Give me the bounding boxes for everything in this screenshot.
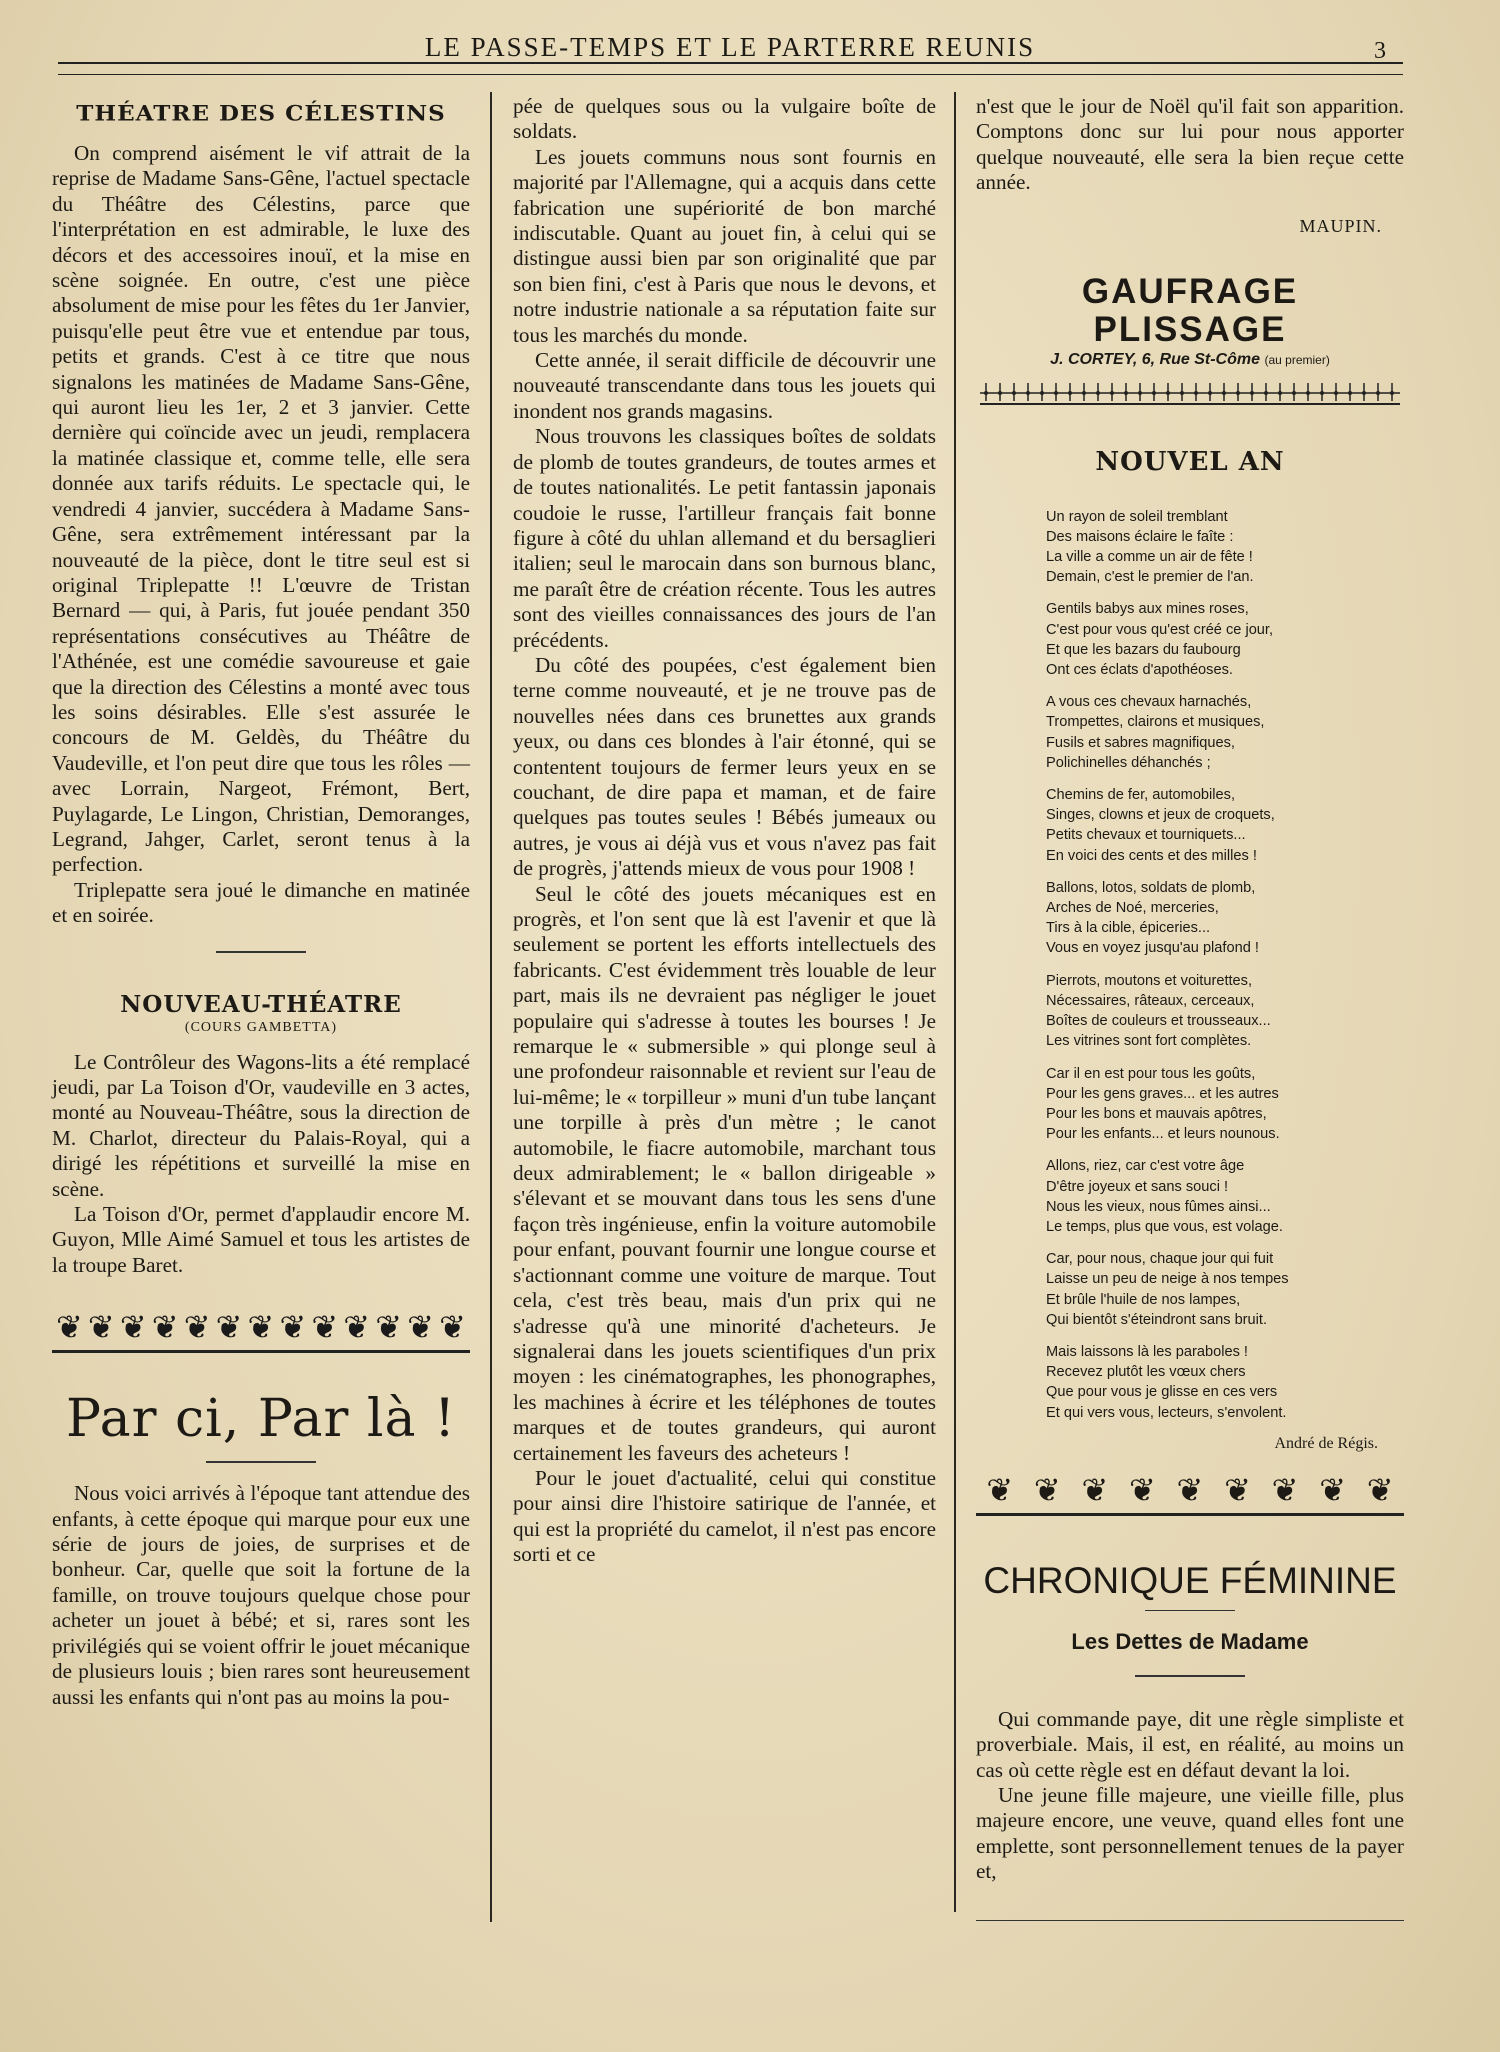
- ornament-icon: ❦: [311, 1308, 339, 1347]
- poem-line: En voici des cents et des milles !: [1046, 847, 1257, 864]
- ornament-icon: ❦: [215, 1308, 243, 1347]
- poem-line: D'être joyeux et sans souci !: [1046, 1178, 1229, 1195]
- ornament-icon: ❦: [56, 1308, 83, 1347]
- poem-stanza: [1046, 878, 1404, 959]
- ornament-icon: ❦: [1033, 1470, 1061, 1509]
- newspaper-title: LE PASSE-TEMPS ET LE PARTERRE REUNIS: [424, 32, 1036, 62]
- poem-line: Petits chevaux et tourniquets...: [1046, 827, 1246, 844]
- advertisement-address-floor: (au premier): [1264, 352, 1330, 367]
- poem-stanza: [1046, 785, 1404, 866]
- poem-line: Et brûle l'huile de nos lampes,: [1046, 1291, 1241, 1308]
- poem-line: Recevez plutôt les vœux chers: [1046, 1364, 1246, 1381]
- nouveau-theatre-heading: NOUVEAU-THÉATRE: [120, 990, 402, 1018]
- poem-stanza: [1046, 599, 1404, 680]
- section-separator: [1135, 1675, 1245, 1677]
- chronique-subheading: Les Dettes de Madame: [1071, 1628, 1309, 1654]
- toys-article-paragraph: Du côté des poupées, c'est également bien terne comme nouveauté, et je ne trouve pas de nouvelles nées dans ces brunettes aux grands yeux, ou dans ces blondes à l'air étonné, qui se contentent toujours de fermer leurs yeux en se couchant, de dire papa et maman, et de faire quelques pas toutes seules ! Bébés jumeaux ou autres, je vous ai déjà vus et vous n'avez pas fait de progrès, j'attends mieux de vous pour 1908 !: [513, 652, 936, 881]
- poem-signature: André de Régis.: [1274, 1434, 1378, 1452]
- poem-stanza: [1046, 1249, 1404, 1330]
- masthead: [60, 26, 1400, 66]
- poem-line: Gentils babys aux mines roses,: [1046, 601, 1249, 618]
- decorative-tick-icon: [980, 379, 1400, 403]
- poem-line: Et que les bazars du faubourg: [1046, 641, 1241, 658]
- ornament-icon: ❦: [87, 1308, 115, 1347]
- column-divider-2: [954, 92, 956, 1912]
- toys-article-paragraph: Seul le côté des jouets mécaniques est en progrès, et l'on sent que là est l'avenir et que là seulement se portent les efforts intellectuels des fabricants. C'est évidemment très louable de leur part, mais ils ne devraient pas négliger le jouet populaire qui s'adresse à toutes les bourses ! Je remarque le « submersible » qui plonge seul à une profondeur raisonnable et revient sur l'eau de lui-même; le « torpilleur » muni d'un tube lançant une torpille à près d'un mètre ; le canot automobile, le fiacre automobile, marchant tous deux admirablement; le « ballon dirigeable » s'élevant et se mouvant dans tous les sens d'une façon très ingénieuse, enfin la voiture automobile pour enfant, pouvant fournir une longue course et s'actionnant comme une voiture de marque. Tout cela, c'est très beau, mais d'un prix qui ne s'adresse qu'à une minorité d'acheteurs. Je signalerai dans les jouets scientifiques d'un prix moyen : les cinématographes, les phonographes, les machines à écrire et les téléphones de toutes marques et de toutes grandeurs, qui auront certainement les faveurs des acheteurs !: [513, 881, 936, 1465]
- ornament-band: [52, 1308, 470, 1353]
- ornament-icon: ❦: [1081, 1470, 1109, 1509]
- toys-article-paragraph: Cette année, il serait difficile de découvrir une nouveauté transcendante dans tous les jouets qui inondent nos grands magasins.: [513, 348, 936, 423]
- poem-line: Laisse un peu de neige à nos tempes: [1046, 1271, 1289, 1288]
- poem-line: Pour les bons et mauvais apôtres,: [1046, 1105, 1267, 1122]
- column-bottom-rule: [976, 1920, 1404, 1921]
- poem-line: Des maisons éclaire le faîte :: [1046, 528, 1234, 545]
- ornament-icon: ❦: [1366, 1470, 1394, 1509]
- ornament-icon: ❦: [1224, 1470, 1251, 1509]
- ornament-icon: ❦: [375, 1308, 403, 1347]
- ornament-icon: ❦: [1271, 1470, 1299, 1509]
- par-ci-par-la-heading: Par ci, Par là !: [66, 1389, 456, 1450]
- toys-article-paragraph: Les jouets communs nous sont fournis en majorité par l'Allemagne, qui a acquis dans cette fabrication une supériorité de bon marché indiscutable. Quant au jouet fin, à celui qui se distingue aussi bien par son originalité que par son bien fini, c'est à Paris que nous le devons, et notre industrie nationale a sa réputation faite sur tous les marchés du monde.: [513, 144, 936, 347]
- column-3: [976, 94, 1404, 1885]
- section-separator: [206, 1461, 316, 1463]
- ornament-icon: ❦: [1176, 1470, 1204, 1509]
- poem-line: Chemins de fer, automobiles,: [1046, 787, 1236, 804]
- ornament-icon: ❦: [119, 1308, 147, 1347]
- chronique-feminine-heading: CHRONIQUE FÉMININE: [983, 1559, 1397, 1601]
- poem-title: NOUVEL AN: [1095, 446, 1285, 477]
- poem-line: Nécessaires, râteaux, cerceaux,: [1046, 992, 1255, 1009]
- poem-stanza: [1046, 971, 1404, 1052]
- column-1: [52, 94, 470, 1710]
- poem-line: Trompettes, clairons et musiques,: [1046, 714, 1265, 731]
- poem-line: Ballons, lotos, soldats de plomb,: [1046, 879, 1256, 896]
- poem-line: Et qui vers vous, lecteurs, s'envolent.: [1046, 1404, 1287, 1421]
- column-2: [513, 94, 936, 1568]
- nouveau-theatre-article: Le Contrôleur des Wagons-lits a été remplacé jeudi, par La Toison d'Or, vaudeville en 3 actes, monté au Nouveau-Théâtre, sous la direction de M. Charlot, directeur du Palais-Royal, qui a dirigé les répétitions et surveillé la mise en scène.: [52, 1049, 470, 1201]
- section-separator: [1145, 1610, 1235, 1611]
- poem-line: Ont ces éclats d'apothéoses.: [1046, 662, 1233, 679]
- poem-line: Demain, c'est le premier de l'an.: [1046, 569, 1254, 586]
- celestins-article: On comprend aisément le vif attrait de la reprise de Madame Sans-Gêne, l'actuel spectacle du Théâtre des Célestins, parce que l'interprétation en est admirable, le luxe des décors et des accessoires inouï, et la mise en scène soignée. En outre, c'est une pièce absolument de mise pour les fêtes du 1er Janvier, puisqu'elle peut être vue et entendue par tous, petits et grands. C'est à ce titre que nous signalons les matinées de Madame Sans-Gêne, qui auront lieu les 1er, 2 et 3 janvier. Cette dernière qui coïncide avec un jeudi, remplacera la matinée classique et, comme telle, elle sera donnée aux tarifs réduits. Le spectacle qui, le vendredi 4 janvier, succédera à Madame Sans-Gêne, sera extrêmement intéressant par la nouveauté de la pièce, dont le titre seul est si original Triplepatte !! L'œuvre de Tristan Bernard — qui, à Paris, fut jouée pendant 350 représentations consécutives au Théâtre de l'Athénée, est une comédie savoureuse et gaie que la direction des Célestins a monté avec tous les soins désirables. Elle s'est assurée le concours de M. Geldès, du Théâtre du Vaudeville, et l'on peut dire que tous les rôles — avec Lorrain, Nargeot, Frémont, Bert, Puylagarde, Le Lingon, Christian, Demoranges, Legrand, Jahger, Carlet, seront tenus à la perfection.: [52, 141, 470, 877]
- ornament-icon: ❦: [407, 1308, 434, 1347]
- column-divider-1: [490, 92, 492, 1922]
- ornament-icon: ❦: [247, 1308, 275, 1347]
- poem-line: Qui bientôt s'éteindront sans bruit.: [1046, 1311, 1268, 1328]
- poem-line: Pour les enfants... et leurs nounous.: [1046, 1126, 1280, 1143]
- poem-line: Que pour vous je glisse en ces vers: [1046, 1384, 1278, 1401]
- section-separator: [216, 951, 306, 953]
- toys-article-conclusion: n'est que le jour de Noël qu'il fait son apparition. Comptons donc sur lui pour nous apporter quelque nouveauté, elle sera la bien reçue cette année.: [976, 94, 1404, 195]
- celestins-article-end: Triplepatte sera joué le dimanche en matinée et en soirée.: [52, 877, 470, 928]
- ornament-icon: ❦: [151, 1308, 179, 1347]
- poem-line: Pierrots, moutons et voiturettes,: [1046, 972, 1253, 989]
- ornament-icon: ❦: [279, 1308, 307, 1347]
- chronique-paragraph: Qui commande paye, dit une règle simpliste et proverbiale. Mais, il est, en réalité, au moins un cas où cette règle est en défaut devant la loi.: [976, 1706, 1404, 1782]
- poem-line: Polichinelles déhanchés ;: [1046, 754, 1211, 771]
- author-signature: MAUPIN.: [1299, 215, 1382, 236]
- poem-line: Boîtes de couleurs et trousseaux...: [1046, 1013, 1271, 1030]
- ornament-band: [976, 1470, 1404, 1516]
- par-ci-par-la-article: Nous voici arrivés à l'époque tant attendue des enfants, à cette époque qui marque pour eux une série de jours de joies, de surprises et de bonheur. Car, quelle que soit la fortune de la famille, on trouve toujours quelque chose pour acheter un jouet à bébé; et si, rares sont les privilégiés qui se voient offrir le jouet mécanique de plusieurs louis ; bien rares sont heureusement aussi les enfants qui n'ont pas au moins la pou-: [52, 1481, 470, 1709]
- toys-article-paragraph: pée de quelques sous ou la vulgaire boîte de soldats.: [513, 94, 936, 144]
- poem-line: Singes, clowns et jeux de croquets,: [1046, 807, 1275, 824]
- poem-line: Car il en est pour tous les goûts,: [1046, 1065, 1256, 1082]
- poem-line: C'est pour vous qu'est créé ce jour,: [1046, 621, 1274, 638]
- poem-line: Le temps, plus que vous, est volage.: [1046, 1218, 1283, 1235]
- nouveau-theatre-article-end: La Toison d'Or, permet d'applaudir encore M. Guyon, Mlle Aimé Samuel et tous les artistes de la troupe Baret.: [52, 1202, 470, 1277]
- poem-line: La ville a comme un air de fête !: [1046, 549, 1253, 566]
- advertisement-address-text: J. CORTEY, 6, Rue St-Côme: [1050, 350, 1261, 368]
- poem-stanza: [1046, 1342, 1404, 1423]
- poem-line: Car, pour nous, chaque jour qui fuit: [1046, 1251, 1274, 1268]
- advertisement-title: GAUFRAGE PLISSAGE: [1081, 271, 1299, 349]
- poem-line: Nous les vieux, nous fûmes ainsi...: [1046, 1198, 1271, 1215]
- poem-line: Un rayon de soleil tremblant: [1046, 508, 1228, 525]
- ornament-icon: ❦: [183, 1308, 211, 1347]
- poem-stanza: [1046, 1064, 1404, 1145]
- advertisement-address: [980, 351, 1400, 369]
- poem-stanza: [1046, 507, 1404, 588]
- advertisement: [980, 273, 1400, 405]
- poem-line: Les vitrines sont fort complètes.: [1046, 1033, 1252, 1050]
- poem-stanza: [1046, 1156, 1404, 1237]
- chronique-paragraph: Une jeune fille majeure, une vieille fille, plus majeure encore, une veuve, quand elles font une emplette, sont personnellement tenues de la payer et,: [976, 1782, 1404, 1884]
- ornament-icon: ❦: [1129, 1470, 1156, 1509]
- poem-line: A vous ces chevaux harnachés,: [1046, 694, 1252, 711]
- advertisement-decorative-rule: [980, 379, 1400, 405]
- poem-stanza: [1046, 692, 1404, 773]
- poem: [1046, 507, 1404, 1423]
- poem-line: Arches de Noé, merceries,: [1046, 900, 1219, 917]
- poem-line: Tirs à la cible, épiceries...: [1046, 920, 1211, 937]
- ornament-icon: ❦: [986, 1470, 1014, 1509]
- poem-line: Fusils et sabres magnifiques,: [1046, 734, 1235, 751]
- masthead-rule: [58, 62, 1403, 75]
- ornament-icon: ❦: [1319, 1470, 1346, 1509]
- ornament-icon: ❦: [439, 1308, 466, 1347]
- nouveau-theatre-subheading: (COURS GAMBETTA): [184, 1019, 338, 1035]
- poem-line: Mais laissons là les paraboles !: [1046, 1343, 1248, 1360]
- toys-article-paragraph: Nous trouvons les classiques boîtes de soldats de plomb de toutes grandeurs, de toutes armes et de toutes nationalités. Le petit fantassin japonais coudoie le russe, l'artilleur français fait bonne figure à côté du uhlan allemand et du bersaglieri italien; seul le marocain dans son burnous blanc, me paraît être de création récente. Tous les autres sont des vieilles connaissances des jours de l'an précédents.: [513, 424, 936, 652]
- poem-line: Vous en voyez jusqu'au plafond !: [1046, 940, 1259, 957]
- toys-article-paragraph: Pour le jouet d'actualité, celui qui constitue pour ainsi dire l'histoire satirique de l'année, et qui est la propriété du camelot, il n'est pas encore sorti et ce: [513, 1465, 936, 1567]
- page-number: 3: [1374, 38, 1386, 64]
- poem-line: Pour les gens graves... et les autres: [1046, 1085, 1279, 1102]
- celestins-heading: THÉATRE DES CÉLESTINS: [76, 100, 446, 127]
- poem-line: Allons, riez, car c'est votre âge: [1046, 1158, 1245, 1175]
- ornament-icon: ❦: [343, 1308, 371, 1347]
